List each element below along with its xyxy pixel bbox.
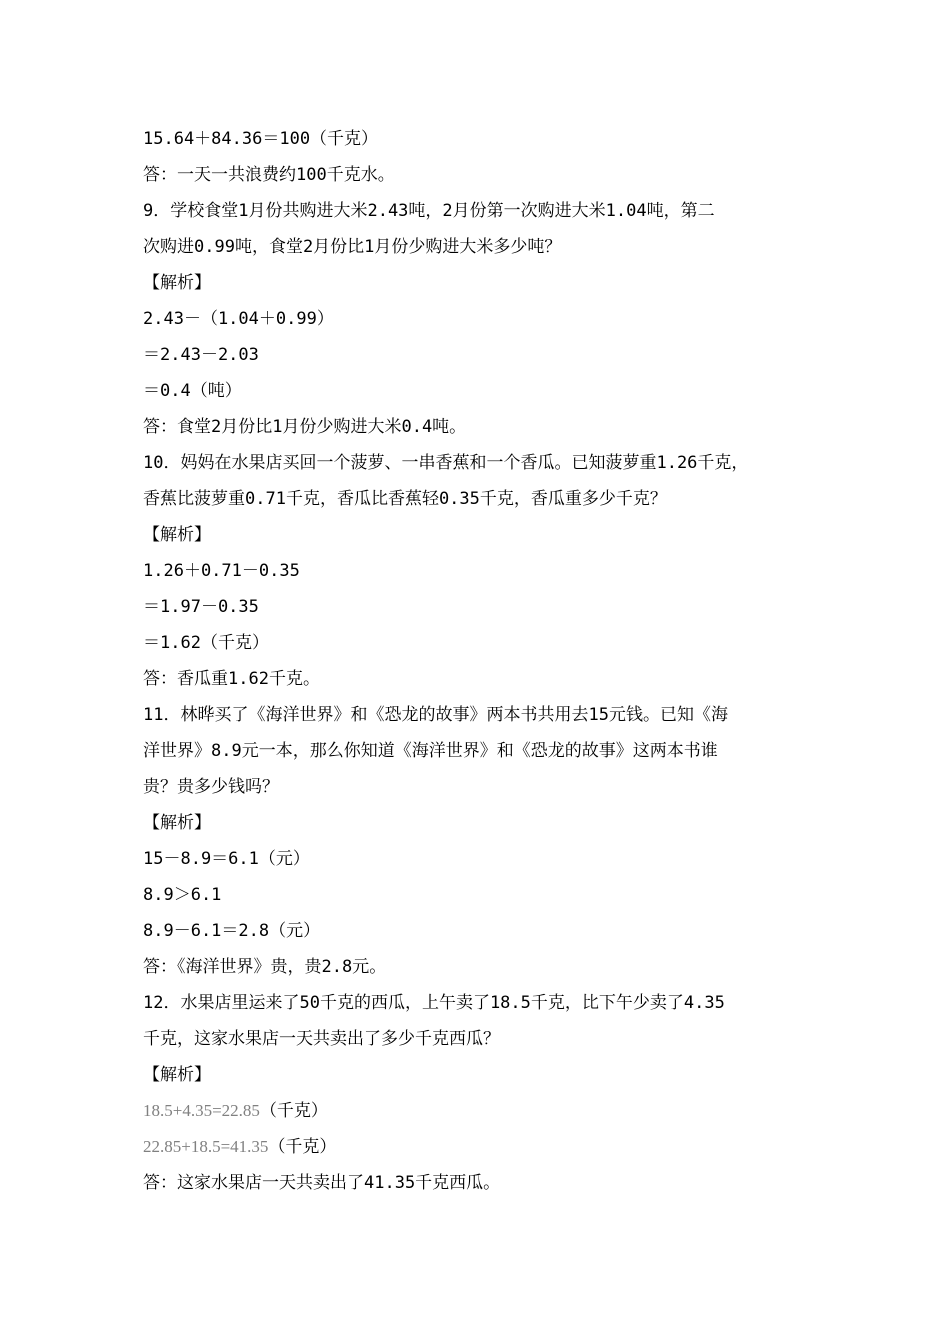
text-line: ＝1.62（千克） [143,633,269,653]
formula-unit: （千克） [259,1101,328,1121]
text-line: ＝1.97－0.35 [143,597,259,617]
text-line: 8.9＞6.1 [143,885,222,905]
question-11-line-1: 11．林晔买了《海洋世界》和《恐龙的故事》两本书共用去15元钱。已知《海 [143,705,728,725]
question-10-line-1: 10．妈妈在水果店买回一个菠萝、一串香蕉和一个香瓜。已知菠萝重1.26千克， [143,453,749,473]
analysis-heading: 【解析】 [143,813,211,833]
formula-expression: 22.85+18.5=41.35 [143,1137,269,1156]
text-line: 15－8.9＝6.1（元） [143,849,310,869]
formula-line [143,1093,823,1129]
question-11-line-3: 贵？贵多少钱吗？ [143,777,279,797]
question-12-line-2: 千克，这家水果店一天共卖出了多少千克西瓜？ [143,1029,500,1049]
text-line: ＝2.43－2.03 [143,345,259,365]
answer-line: 答：香瓜重1.62千克。 [143,669,320,689]
text-line: ＝0.4（吨） [143,381,242,401]
answer-line: 答：这家水果店一天共卖出了41.35千克西瓜。 [143,1173,501,1193]
answer-line: 答：《海洋世界》贵，贵2.8元。 [143,957,387,977]
analysis-heading: 【解析】 [143,1065,211,1085]
text-line: 2.43－（1.04＋0.99） [143,309,334,329]
document-page [143,121,823,1201]
formula-line [143,1129,823,1165]
answer-line: 答：食堂2月份比1月份少购进大米0.4吨。 [143,417,467,437]
question-12-line-1: 12．水果店里运来了50千克的西瓜，上午卖了18.5千克，比下午少卖了4.35 [143,993,725,1013]
text-line: 答：一天一共浪费约100千克水。 [143,165,395,185]
formula-expression: 18.5+4.35=22.85 [143,1101,260,1120]
question-9-line-1: 9．学校食堂1月份共购进大米2.43吨，2月份第一次购进大米1.04吨，第二 [143,201,715,221]
question-10-line-2: 香蕉比菠萝重0.71千克，香瓜比香蕉轻0.35千克，香瓜重多少千克？ [143,489,667,509]
analysis-heading: 【解析】 [143,273,211,293]
formula-unit: （千克） [268,1137,337,1157]
analysis-heading: 【解析】 [143,525,211,545]
text-line: 15.64＋84.36＝100（千克） [143,129,379,149]
question-9-line-2: 次购进0.99吨，食堂2月份比1月份少购进大米多少吨？ [143,237,562,257]
text-line: 8.9－6.1＝2.8（元） [143,921,321,941]
text-line: 1.26＋0.71－0.35 [143,561,300,581]
question-11-line-2: 洋世界》8.9元一本，那么你知道《海洋世界》和《恐龙的故事》这两本书谁 [143,741,718,761]
